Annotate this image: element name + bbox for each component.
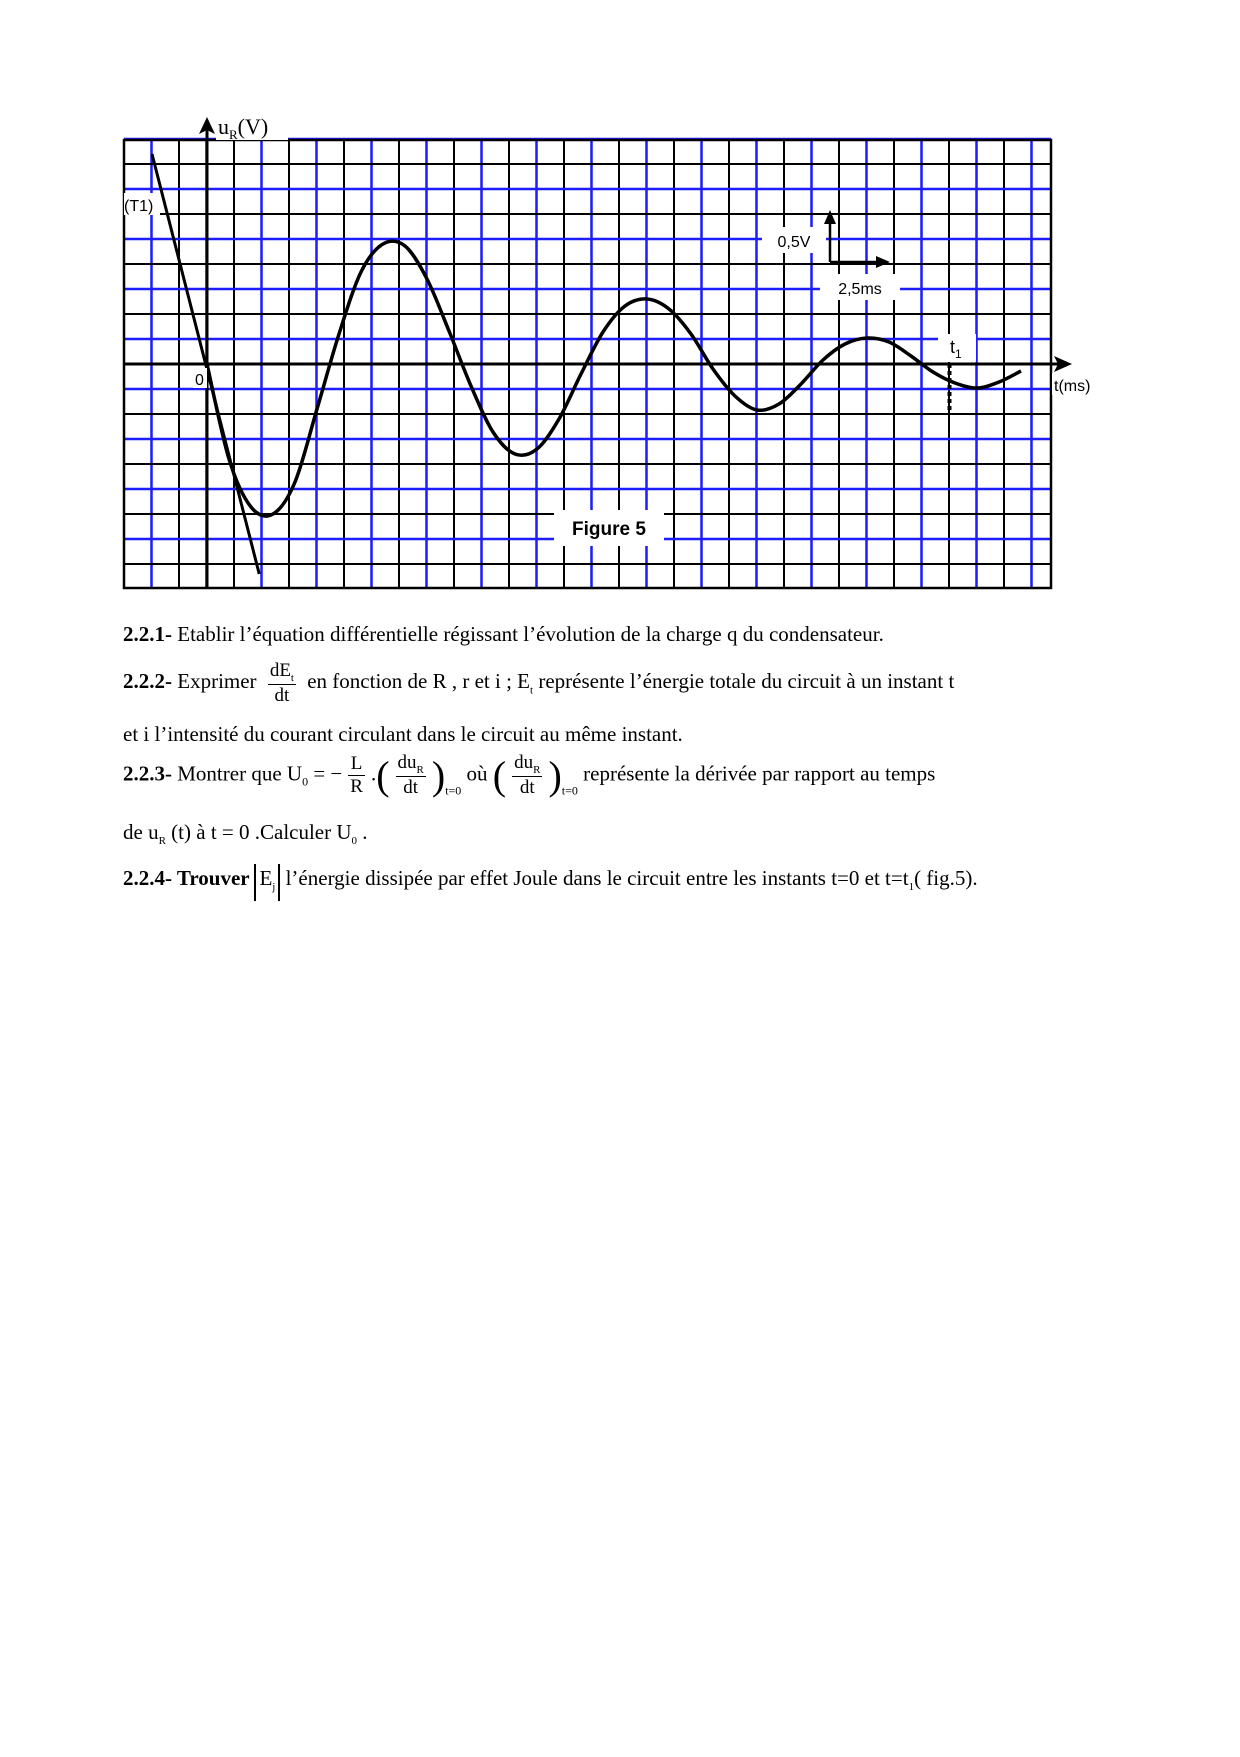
question-222: 2.2.2- Exprimer $\frac{dE_t}{dt}$ en fonction de R , r et i ; $E_t$ représente l’énergie totale du circuit à un instant t (123, 660, 955, 706)
fraction-det-dt: $\frac{dE_t}{dt}$ (269, 660, 294, 706)
absolute-ej: $E_j$ (254, 864, 280, 901)
scale-time-label: 2,5ms (838, 281, 882, 298)
figure-caption: Figure 5 (572, 519, 646, 540)
question-223: 2.2.3- Montrer que $U_0$ = − $\frac{L}{R}$ .( $\frac{du_R}{dt}$ )$_{t=0}$ où ( $\frac{du_R}{dt}$ )$_{t=0}$ représente la dérivée par rapport au temps (123, 752, 936, 798)
time-axis-label: t(ms) (1054, 378, 1091, 395)
scale-voltage-label: 0,5V (777, 234, 811, 251)
voltage-axis-label: $u_R(V)$ (218, 114, 269, 142)
tangent-label: (T1) (124, 198, 154, 215)
scale-right-arrow-icon (876, 256, 890, 268)
figure-5-chart (0, 0, 1240, 600)
t1-marker (938, 334, 976, 414)
question-221: 2.2.1- Etablir l’équation différentielle régissant l’évolution de la charge q du condensateur. (123, 622, 884, 646)
scale-indicator (762, 210, 900, 300)
question-223-line2: de $u_R$ (t) à t = 0 .Calculer $U_0$ . (123, 820, 368, 848)
question-222-line2: et i l’intensité du courant circulant dans le circuit au même instant. (123, 722, 683, 746)
scale-up-arrow-icon (824, 210, 836, 224)
question-224: 2.2.4- Trouver $E_j$ l’énergie dissipée par effet Joule dans le circuit entre les instants t=0 et $t=t_1$( fig.5). (123, 864, 978, 901)
origin-label: 0 (195, 372, 204, 389)
t1-label: $t_1$ (950, 337, 962, 361)
